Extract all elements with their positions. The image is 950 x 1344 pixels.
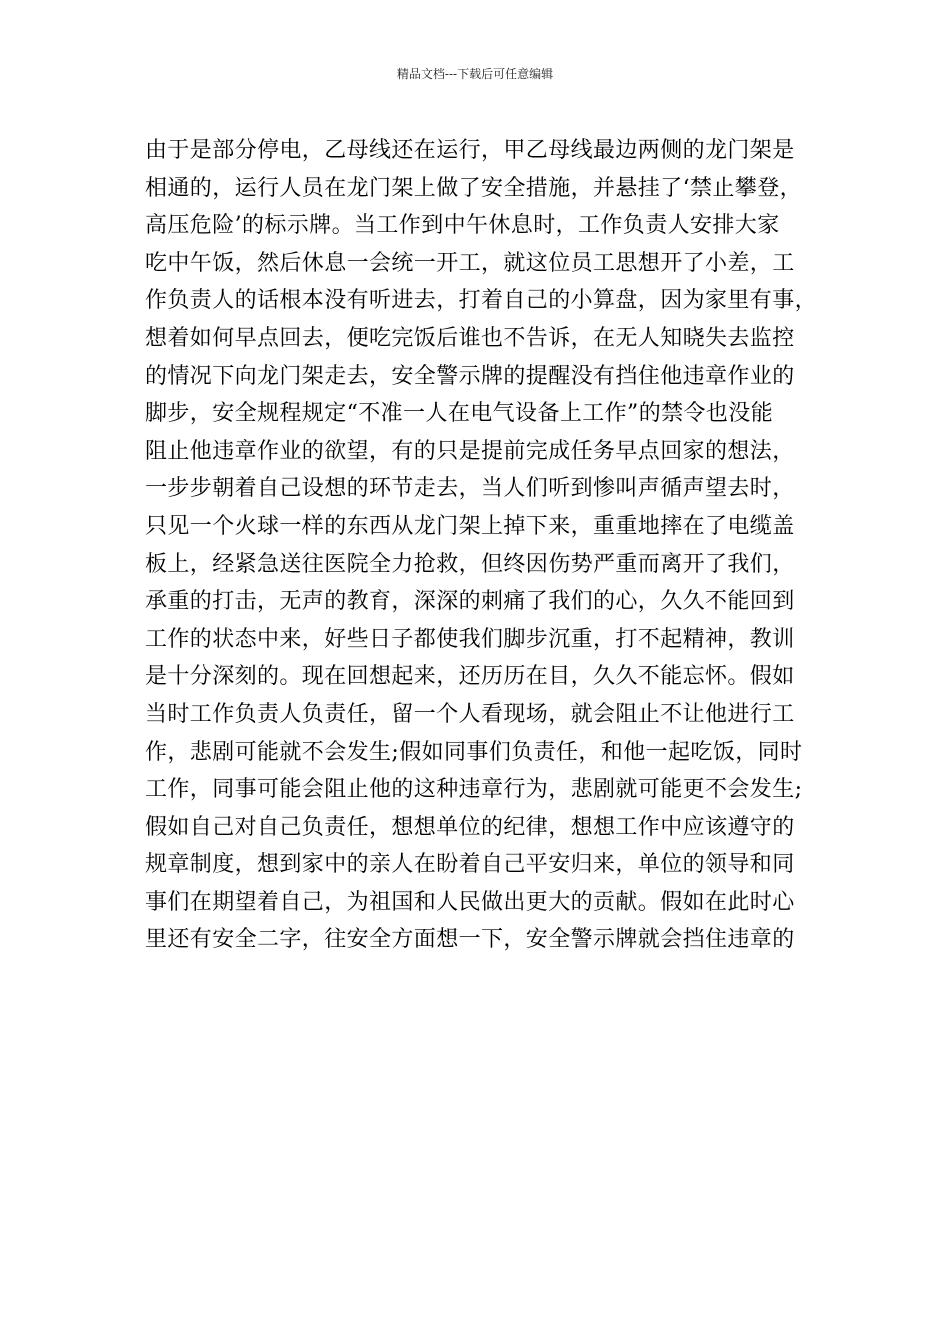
text-line: 作，悲剧可能就不会发生;假如同事们负责任，和他一起吃饭，同时 [145,739,803,765]
text-line: 只见一个火球一样的东西从龙门架上掉下来，重重地摔在了电缆盖 [145,513,795,539]
text-line: 里还有安全二字，往安全方面想一下，安全警示牌就会挡住违章的 [145,927,795,953]
text-line: 工作，同事可能会阻止他的这种违章行为，悲剧就可能更不会发生; [145,777,803,803]
text-line: 由于是部分停电，乙母线还在运行，甲乙母线最边两侧的龙门架是 [145,138,795,163]
text-line: 阻止他违章作业的欲望，有的只是提前完成任务早点回家的想法， [145,438,795,464]
text-line: 工作的状态中来，好些日子都使我们脚步沉重，打不起精神，教训 [145,626,795,652]
page-header: 精品文档---下载后可任意编辑 [396,67,554,81]
text-line: 承重的打击，无声的教育，深深的刺痛了我们的心，久久不能回到 [145,589,795,615]
text-line: 一步步朝着自己设想的环节走去，当人们听到惨叫声循声望去时， [145,476,795,502]
text-line: 规章制度，想到家中的亲人在盼着自己平安归来，单位的领导和同 [145,852,795,878]
text-line: 假如自己对自己负责任，想想单位的纪律，想想工作中应该遵守的 [145,814,795,840]
text-line: 的情况下向龙门架走去，安全警示牌的提醒没有挡住他违章作业的 [145,363,795,389]
text-line: 脚步，安全规程规定“不准一人在电气设备上工作”的禁令也没能 [145,401,774,427]
text-line: 作负责人的话根本没有听进去，打着自己的小算盘，因为家里有事， [145,288,818,314]
text-line: 是十分深刻的。现在回想起来，还历历在目，久久不能忘怀。假如 [145,664,795,690]
text-line: 事们在期望着自己，为祖国和人民做出更大的贡献。假如在此时心 [145,889,795,915]
text-line: 高压危险’的标示牌。当工作到中午休息时，工作负责人安排大家 [145,213,780,239]
text-line: 吃中午饭，然后休息一会统一开工，就这位员工思想开了小差，工 [145,250,795,276]
text-line: 当时工作负责人负责任，留一个人看现场，就会阻止不让他进行工 [145,701,795,727]
text-line: 板上，经紧急送往医院全力抢救，但终因伤势严重而离开了我们， [145,551,795,577]
body-text [145,132,818,959]
text-line: 相通的，运行人员在龙门架上做了安全措施，并悬挂了‘禁止攀登， [145,175,802,201]
text-line: 想着如何早点回去，便吃完饭后谁也不告诉，在无人知晓失去监控 [145,325,795,351]
